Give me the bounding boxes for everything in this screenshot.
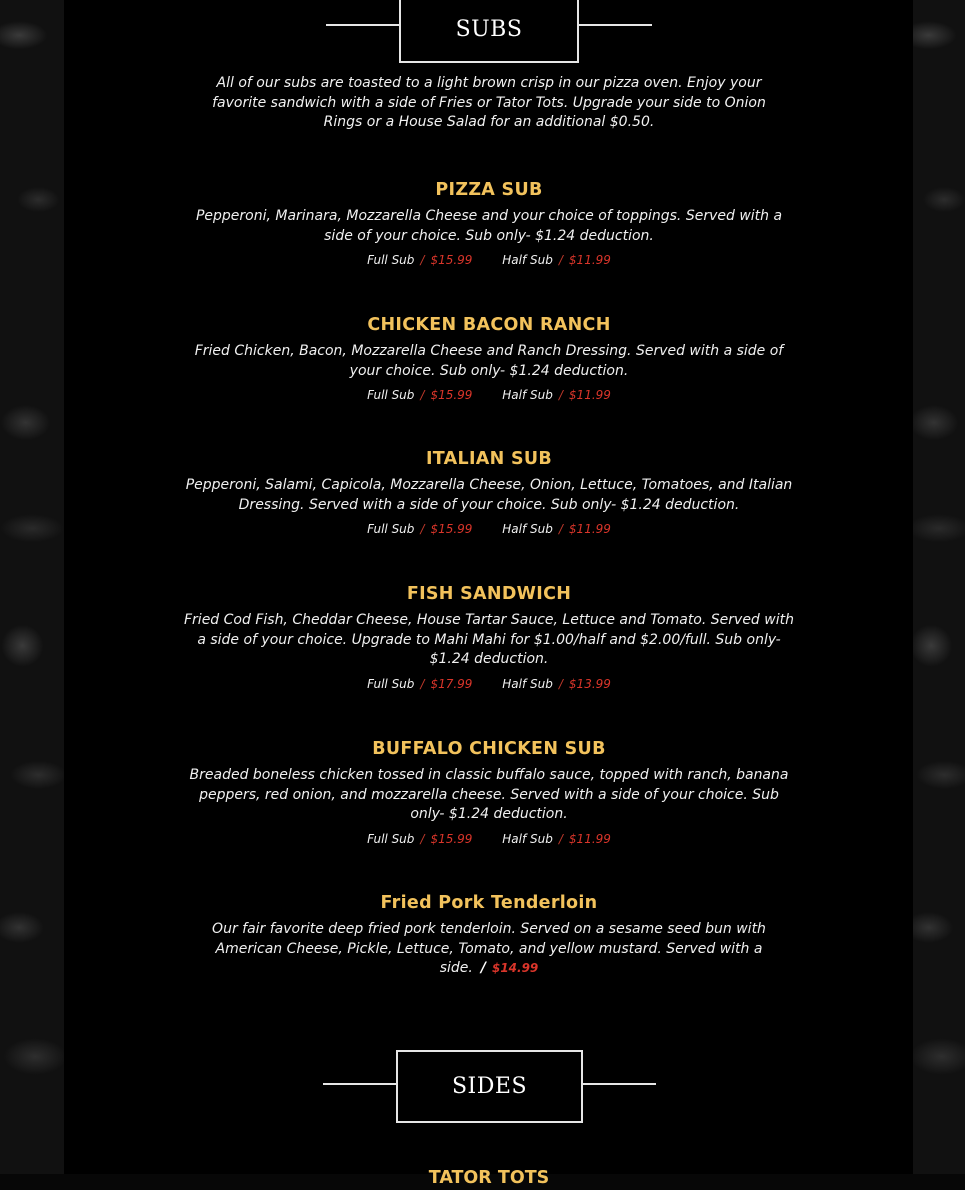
half-sub-amount: $11.99 [568,522,611,536]
price-row [174,674,804,694]
half-sub-label: Half Sub [502,831,553,846]
price-row [174,250,804,270]
header-rule-left [323,1083,397,1085]
pork-description-text: Our fair favorite deep fried pork tenderloin. Served on a sesame seed bun with American Cheese, Pickle, Lettuce, Tomato, and yellow mustard. Served with a side. [212,921,766,976]
full-sub-label: Full Sub [367,388,415,402]
price-separator: / [558,831,563,846]
full-sub-price [367,250,472,270]
full-sub-label: Full Sub [367,676,415,691]
sides-title-box [396,1050,583,1123]
price-separator: / [558,676,563,691]
pork-price: $14.99 [491,961,539,975]
half-sub-price [502,519,611,539]
item-name: FISH SANDWICH [406,584,572,604]
menu-item [174,737,804,849]
header-rule-right [578,24,652,26]
half-sub-price [502,250,611,270]
menu-item [174,178,804,270]
subs-intro: All of our subs are toasted to a light brown crisp in our pizza oven. Enjoy your favorite sandwich with a side of Fries or Tator Tots. Upgrade your side to Onion Rings or a House Salad for an additional $0.50. [212,75,766,130]
subs-title: SUBS [455,16,523,42]
item-description: Breaded boneless chicken tossed in classic buffalo sauce, topped with ranch, banana peppers, red onion, and mozzarella cheese. Served with a side of your choice. Sub only- $1.24 deduction. [189,767,789,822]
item-description: Fried Cod Fish, Cheddar Cheese, House Tartar Sauce, Lettuce and Tomato. Served with a side of your choice. Upgrade to Mahi Mahi for $1.00/half and $2.00/full. Sub only- $1.24 deduction. [184,612,794,667]
half-sub-label: Half Sub [502,522,553,536]
sides-section-header [64,1050,913,1130]
item-description: Pepperoni, Marinara, Mozzarella Cheese and your choice of toppings. Served with a side of your choice. Sub only- $1.24 deduction. [195,208,783,244]
full-sub-price [367,519,472,539]
header-rule-right [582,1083,656,1085]
header-rule-left [326,24,400,26]
background-texture-right [913,0,965,1174]
full-sub-amount: $15.99 [430,253,473,267]
half-sub-label: Half Sub [502,676,553,691]
price-separator: / [420,831,425,846]
item-name: BUFFALO CHICKEN SUB [372,739,606,759]
half-sub-label: Half Sub [502,253,553,267]
half-sub-price [502,674,611,694]
half-sub-price [502,385,611,405]
item-name: Fried Pork Tenderloin [380,893,598,913]
full-sub-price [367,385,472,405]
price-row [174,829,804,849]
menu-item [174,582,804,694]
sides-title: SIDES [451,1074,528,1099]
full-sub-label: Full Sub [367,522,415,536]
price-separator: / [558,253,563,267]
full-sub-label: Full Sub [367,831,415,846]
price-separator: / [558,388,563,402]
menu-item [174,313,804,405]
item-description: Pepperoni, Salami, Capicola, Mozzarella Cheese, Onion, Lettuce, Tomatoes, and Italian Dressing. Served with a side of your choice. Sub only- $1.24 deduction. [185,477,793,513]
full-sub-price [367,674,472,694]
price-separator: / [420,253,425,267]
price-row [174,385,804,405]
half-sub-price [502,829,611,849]
full-sub-label: Full Sub [367,253,415,267]
price-separator: / [420,676,425,691]
background-texture-left [0,0,64,1174]
menu-item [174,447,804,539]
half-sub-amount: $13.99 [568,676,611,691]
full-sub-amount: $15.99 [430,388,473,402]
menu-item-pork-tenderloin [174,891,804,979]
price-separator: / [420,522,425,536]
next-item-name-partial: TATOR TOTS [428,1168,550,1188]
half-sub-amount: $11.99 [568,253,611,267]
price-separator: / [558,522,563,536]
price-separator: / [420,388,425,402]
price-separator: / [480,960,486,976]
half-sub-amount: $11.99 [568,831,611,846]
full-sub-amount: $15.99 [430,522,473,536]
item-name: ITALIAN SUB [425,449,553,469]
subs-title-box [399,0,579,63]
item-description [174,920,804,979]
full-sub-price [367,829,472,849]
menu-content [64,0,913,1188]
item-name: PIZZA SUB [435,180,543,200]
price-row [174,519,804,539]
subs-section-header [64,0,913,79]
half-sub-label: Half Sub [502,388,553,402]
item-name: CHICKEN BACON RANCH [367,315,611,335]
full-sub-amount: $17.99 [430,676,473,691]
full-sub-amount: $15.99 [430,831,473,846]
item-description: Fried Chicken, Bacon, Mozzarella Cheese and Ranch Dressing. Served with a side of your choice. Sub only- $1.24 deduction. [194,343,784,379]
half-sub-amount: $11.99 [568,388,611,402]
